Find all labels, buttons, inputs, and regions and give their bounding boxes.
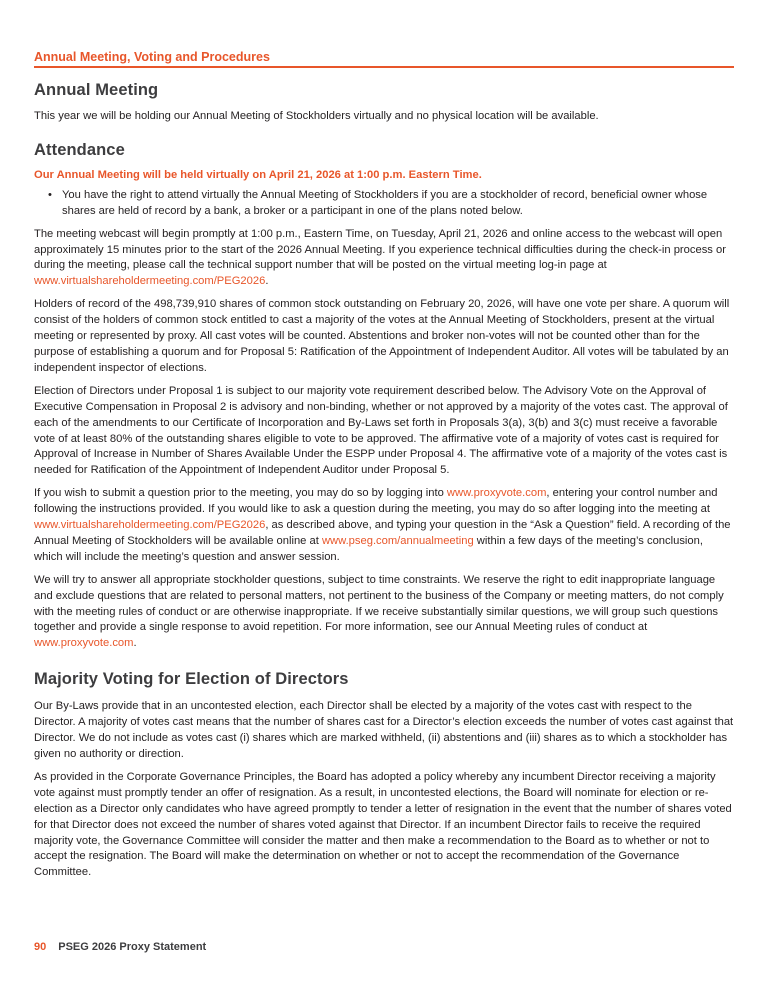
webcast-paragraph [34,227,734,291]
conduct-text: We will try to answer all appropriate stockholder questions, subject to time constraints. We reserve the right to edit inappropriate language and exclude questions that are related to personal matters, not pertinent to the business of the Company or meeting matters, do not comply with the meeting rules of conduct or are otherwise inappropriate. If we receive substantially similar questions, we will group such questions together and provide a single response to avoid repetition. For more information, see our Annual Meeting rules of conduct at [34,573,724,634]
webcast-text: The meeting webcast will begin promptly at 1:00 p.m., Eastern Time, on Tuesday, April 21, 2026 and online access to the webcast will open approximately 15 minutes prior to the start of the 2026 Annual Meeting. If you experience technical difficulties during the check-in process or during the meeting, please call the technical support number that will be posted on the virtual meeting log-in page at [34,227,726,272]
list-item [34,188,734,220]
resignation-policy-paragraph: As provided in the Corporate Governance Principles, the Board has adopted a policy whereby any incumbent Director receiving a majority vote against must promptly tender an offer of resignation. As a result, in uncontested elections, the Board will nominate for election or re-election as a Director only candidates who have agreed promptly to tender a letter of resignation in the event that the number of shares voted for that Director does not exceed the number of shares voted against that Director. If an incumbent Director fails to receive the required majority vote, the Governance Committee will consider the matter and then make a recommendation to the Board as to whether or not to accept the resignation. The Board will make the determination on whether or not to accept the recommendation of the Governance Committee. [34,770,732,879]
questions-text-d: within a few days of the meeting’s conclusion, which will include the meeting’s question and answer session. [34,534,703,563]
bullet-icon: • [48,188,52,201]
bullet-text: You have the right to attend virtually the Annual Meeting of Stockholders if you are a stockholder of record, beneficial owner whose shares are held of record by a bank, a broker or a participant in one of the plans noted below. [62,188,708,217]
annual-meeting-text: This year we will be holding our Annual Meeting of Stockholders virtually and no physical location will be available. [34,110,599,122]
proxyvote-link[interactable]: www.proxyvote.com [446,487,547,500]
questions-text-c: , as described above, and typing your question in the “Ask a Question” field. A recording of the Annual Meeting of Stockholders will be available online at [34,519,731,547]
heading-majority-voting: Majority Voting for Election of Directors [34,670,349,689]
heading-annual-meeting: Annual Meeting [34,81,159,99]
header-rule [34,66,734,68]
footer-title: PSEG 2026 Proxy Statement [58,941,207,953]
running-head: Annual Meeting, Voting and Procedures [34,50,270,64]
proposals-paragraph: Election of Directors under Proposal 1 is subject to our majority vote requirement described below. The Advisory Vote on the Approval of Executive Compensation in Proposal 2 is advisory and non-binding, whether or not approved by a majority of the votes cast. The approval of each of the amendments to our Certificate of Incorporation and By-Laws set forth in Proposals 3(a), 3(b) and 3(c) must receive a favorable vote of at least 80% of the outstanding shares eligible to vote to be approved. The affirmative vote of a majority of votes cast is required for Approval of Increase in Number of Shares Available Under the ESPP under Proposal 4. The affirmative vote of a majority of the votes cast is needed for Ratification of the Appointment of Independent Auditor under Proposal 5. [34,384,728,477]
virtual-meeting-link[interactable]: www.virtualshareholdermeeting.com/PEG2026 [34,275,266,288]
conduct-paragraph [34,573,734,653]
attendance-callout: Our Annual Meeting will be held virtually on April 21, 2026 at 1:00 p.m. Eastern Time. [34,168,482,181]
bylaws-paragraph: Our By-Laws provide that in an uncontested election, each Director shall be elected by a majority of the votes cast with respect to the Director. A majority of votes cast means that the number of shares cast for a Director’s election exceeds the number of votes cast against that Director. We do not include as votes cast (i) shares which are marked withheld, (ii) abstentions and (iii) shares as to which a stockholder has given no authority or direction. [34,700,734,760]
page-content [34,80,734,881]
webcast-text-end: . [265,275,269,288]
virtual-meeting-link-2[interactable]: www.virtualshareholdermeeting.com/PEG2026 [34,519,266,532]
proxyvote-link-2[interactable]: www.proxyvote.com [34,637,134,650]
page-footer [34,941,206,953]
questions-text-a: If you wish to submit a question prior to the meeting, you may do so by logging into [34,487,447,500]
questions-paragraph [34,486,734,566]
heading-attendance: Attendance [34,140,125,159]
attendance-bullet-list [34,188,734,220]
page-number: 90 [34,941,47,953]
questions-text-b: , entering your control number and following the instructions provided. If you would like to ask a question during the meeting, you may do so after logging into the meeting at [34,487,718,516]
quorum-paragraph: Holders of record of the 498,739,910 shares of common stock outstanding on February 20, 2026, will have one vote per share. A quorum will consist of the holders of common stock entitled to cast a majority of the votes at the Annual Meeting of Stockholders, present at the virtual meeting or represented by proxy. All cast votes will be counted. Abstentions and broker non-votes will not be counted other than for the purpose of establishing a quorum and for Proposal 5: Ratification of the Appointment of Independent Auditor. All votes will be tabulated by an independent inspector of elections. [34,298,730,374]
annual-meeting-recording-link[interactable]: www.pseg.com/annualmeeting [321,534,474,547]
conduct-text-end: . [133,637,137,650]
